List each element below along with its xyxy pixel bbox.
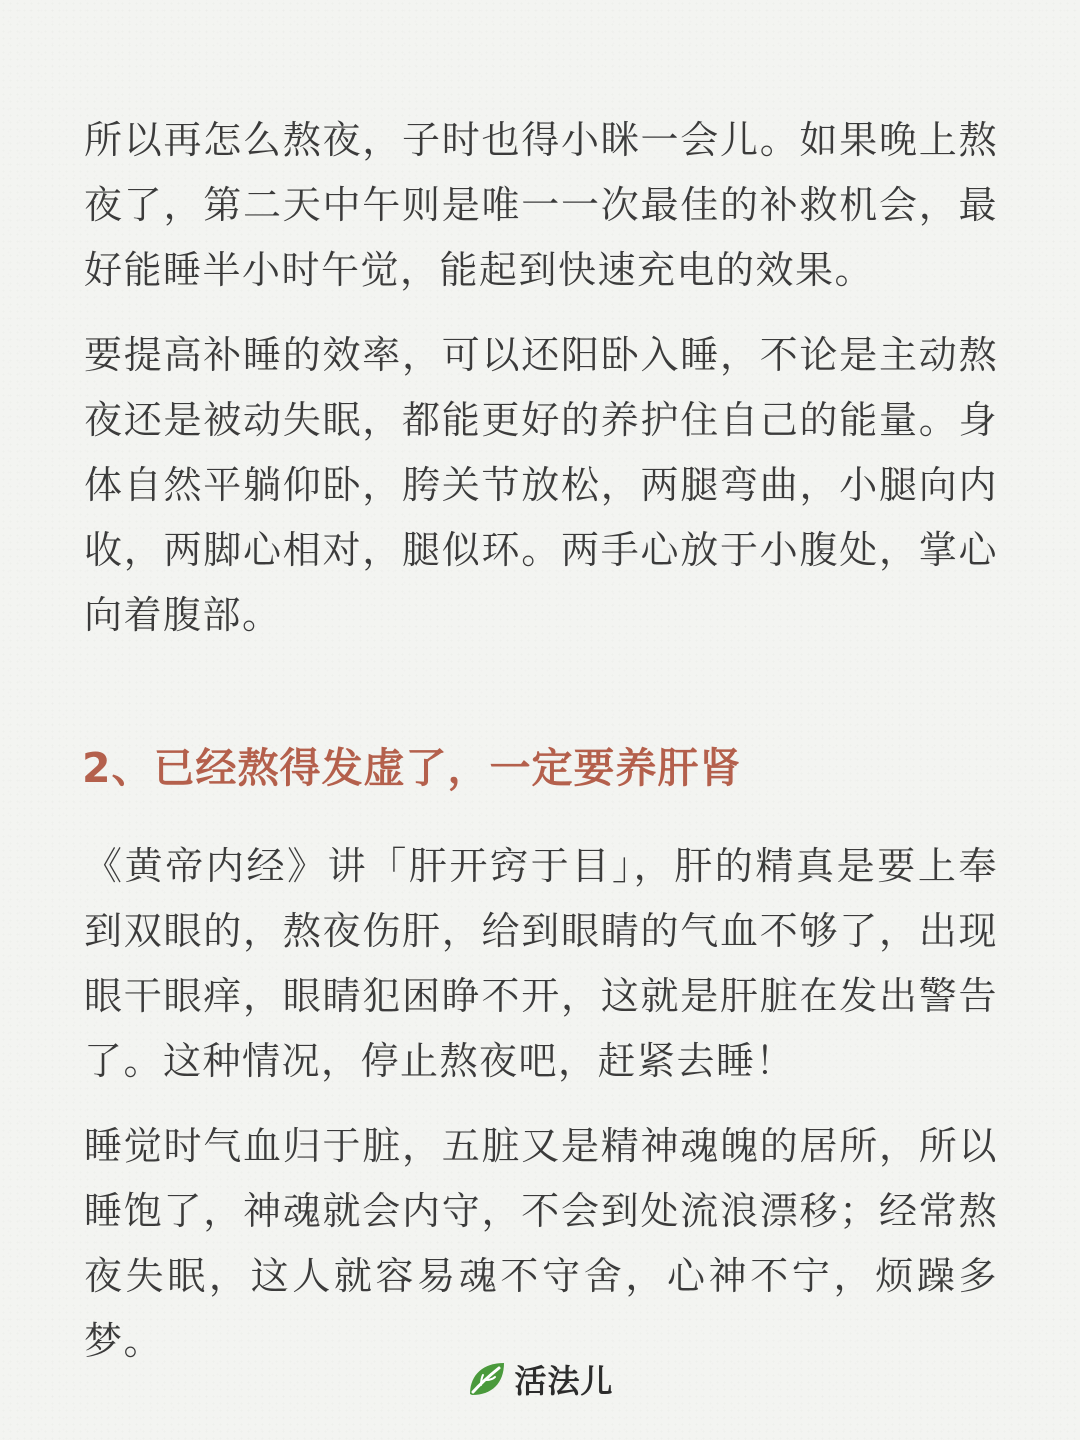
leaf-icon	[466, 1358, 508, 1400]
brand-logo	[0, 1356, 1080, 1402]
paragraph-sleep-posture: 要提高补睡的效率，可以还阳卧入睡，不论是主动熬夜还是被动失眠，都能更好的养护住自己的能量。身体自然平躺仰卧，胯关节放松，两腿弯曲，小腿向内收，两脚心相对，腿似环。两手心放于小腹处，掌心向着腹部。	[84, 333, 998, 637]
paragraph-spirit-rest: 睡觉时气血归于脏，五脏又是精神魂魄的居所，所以睡饱了，神魂就会内守，不会到处流浪漂移；经常熬夜失眠，这人就容易魂不守舍，心神不宁，烦躁多梦。	[84, 1124, 998, 1363]
brand-name: 活法儿	[514, 1362, 614, 1400]
article-content	[84, 108, 998, 1374]
section-heading: 2、已经熬得发虚了，一定要养肝肾	[82, 744, 742, 792]
paragraph-liver-eyes: 《黄帝内经》讲「肝开窍于目」，肝的精真是要上奉到双眼的，熬夜伤肝，给到眼睛的气血不够了，出现眼干眼痒，眼睛犯困睁不开，这就是肝脏在发出警告了。这种情况，停止熬夜吧，赶紧去睡！	[84, 844, 998, 1083]
paragraph-nap-advice: 所以再怎么熬夜，子时也得小眯一会儿。如果晚上熬夜了，第二天中午则是唯一一次最佳的补救机会，最好能睡半小时午觉，能起到快速充电的效果。	[84, 118, 998, 292]
